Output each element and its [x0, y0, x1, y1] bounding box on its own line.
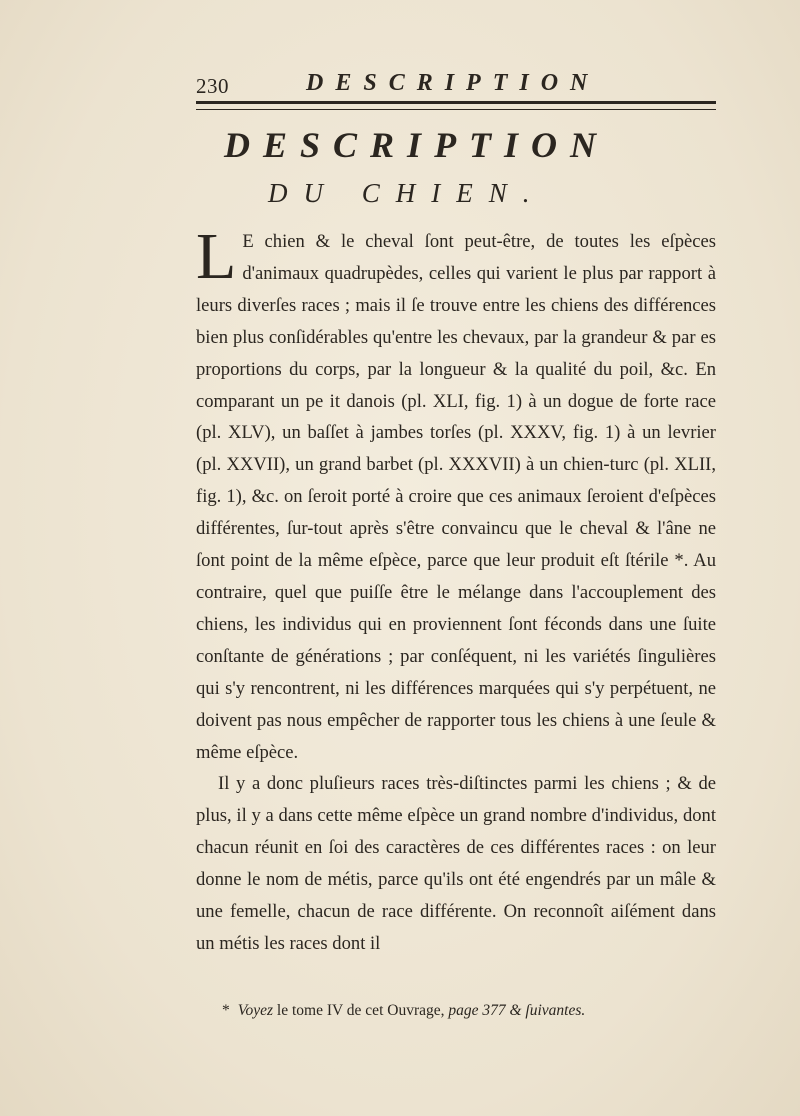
- footnote: [222, 1002, 716, 1020]
- running-head: [196, 70, 716, 100]
- footnote-reference: page 377 & ſuivantes.: [448, 1002, 586, 1019]
- chapter-title: DESCRIPTION: [224, 125, 610, 165]
- footnote-lead: Voyez: [237, 1002, 274, 1019]
- body-text: [196, 220, 716, 960]
- paragraph-1: [196, 220, 716, 768]
- footnote-text: le tome IV de cet Ouvrage,: [276, 1002, 445, 1019]
- drop-cap: L: [196, 220, 237, 293]
- paragraph-1-text: E chien & le cheval ſont peut-être, de toutes les eſpèces d'animaux quadrupèdes, celles qui varient le plus par rapport à leurs diverſes races ; mais il ſe trouve entre les chiens des différences bien plus conſidérables qu'entre les chevaux, par la grandeur & par es proportions du corps, par la longueur & la qualité du poil, &c. En comparant un pe it danois (pl. XLI, fig. 1) à un dogue de forte race (pl. XLV), un baſſet à jambes torſes (pl. XXXV, fig. 1) à un levrier (pl. XXVII), un grand barbet (pl. XXXVII) à un chien-turc (pl. XLII, fig. 1), &c. on ſeroit porté à croire que ces animaux ſeroient d'eſpèces différentes, ſur-tout après s'être convaincu que le cheval & l'âne ne ſont point de la même eſpèce, parce que leur produit eſt ſtérile *. Au contraire, quel que puiſſe être le mélange dans l'accouplement des chiens, les individus qui en proviennent ſont féconds dans une ſuite conſtante de générations ; par conſéquent, ni les variétés ſingulières qui s'y rencontrent, ni les différences marquées qui s'y perpétuent, ne doivent pas nous empêcher de rapporter tous les chiens à une ſeule & même eſpèce.: [196, 231, 716, 763]
- chapter-subtitle: DU CHIEN.: [268, 178, 546, 208]
- page-number: 230: [196, 74, 229, 98]
- paragraph-2: Il y a donc pluſieurs races très-diſtinctes parmi les chiens ; & de plus, il y a dans cette même eſpèce un grand nombre d'individus, dont chacun réunit en ſoi des caractères de ces différentes races : on leur donne le nom de métis, parce qu'ils ont été engendrés par un mâle & une femelle, chacun de race différente. On reconnoît aiſément dans un métis les races dont il: [196, 773, 716, 954]
- footnote-mark: *: [222, 1002, 230, 1019]
- header-rule: [196, 101, 716, 110]
- running-title: DESCRIPTION: [306, 70, 600, 96]
